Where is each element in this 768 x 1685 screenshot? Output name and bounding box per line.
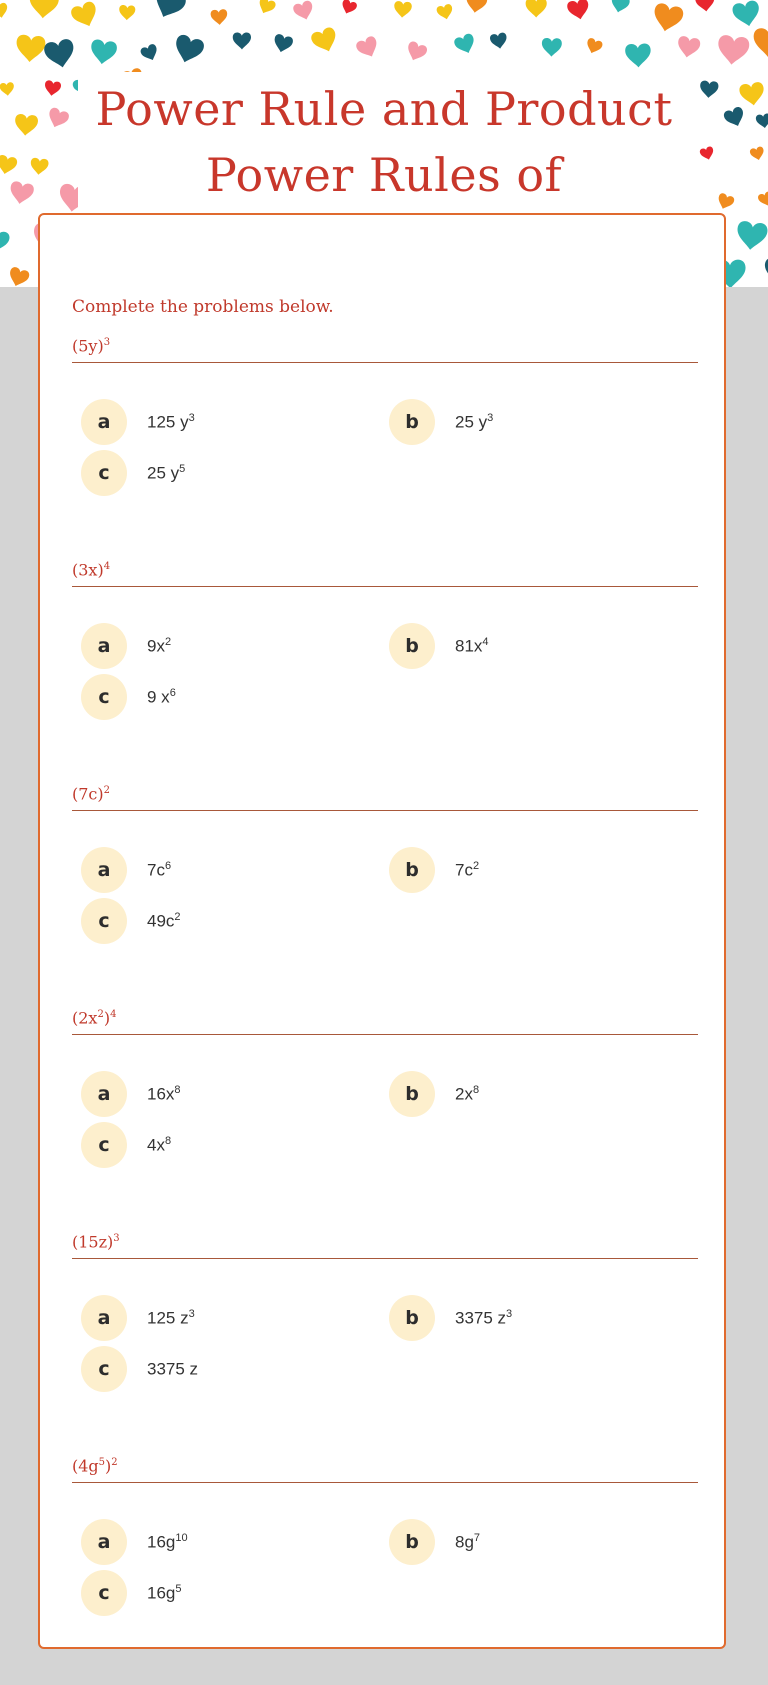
heart-icon [45,106,70,130]
title-line-2: Power Rules of [205,148,563,202]
option-answer: 125 $z^3$ [147,1308,195,1328]
heart-icon [393,1,412,19]
heart-icon [676,35,701,59]
heart-icon [695,0,716,13]
option-a[interactable] [81,1295,361,1341]
option-a[interactable] [81,1519,361,1565]
heart-icon [755,113,768,129]
heart-icon [30,158,49,176]
option-answer: 25 $y^3$ [455,412,494,432]
heart-icon [210,9,228,25]
option-letter-a: a [81,623,127,669]
heart-icon [292,0,316,22]
instructions-text: Complete the problems below. [72,297,334,317]
heart-icon [0,2,9,19]
question-divider [72,810,698,811]
option-answer: $81x^4$ [455,636,489,656]
heart-icon [584,37,603,56]
prompt-exponent: 2 [97,1009,104,1020]
prompt-base: (2x [72,1008,98,1028]
option-letter-b: b [389,399,435,445]
heart-icon [715,192,735,211]
prompt-exponent: 3 [113,1233,120,1244]
question-divider [72,1258,698,1259]
heart-icon [28,0,59,19]
heart-icon [89,39,118,66]
heart-icon [43,80,61,97]
question-prompt [72,781,110,804]
heart-icon [355,35,382,61]
option-letter-a: a [81,399,127,445]
prompt-base: (15z) [72,1232,114,1252]
prompt-exponent: 4 [103,561,111,572]
question-divider [72,1034,698,1035]
option-answer: 125 $y^3$ [147,412,195,432]
option-c[interactable] [81,450,361,496]
heart-icon [699,80,718,98]
option-b[interactable] [389,399,669,445]
heart-icon [310,26,341,56]
question-prompt [72,1229,120,1252]
option-answer: $7c^2$ [455,860,480,880]
worksheet-card [38,213,726,1649]
heart-icon [272,33,294,54]
heart-icon [43,38,77,71]
question-divider [72,586,698,587]
option-letter-c: c [81,450,127,496]
option-letter-b: b [389,1071,435,1117]
option-letter-c: c [81,898,127,944]
option-b[interactable] [389,847,669,893]
option-letter-c: c [81,1570,127,1616]
option-a[interactable] [81,847,361,893]
option-letter-a: a [81,1295,127,1341]
prompt-outer-exponent: 2 [111,1457,118,1468]
option-answer: $9x^2$ [147,636,172,656]
prompt-base: (3x) [72,560,104,580]
heart-icon [139,43,160,63]
option-letter-c: c [81,674,127,720]
question-prompt [72,333,110,356]
heart-icon [749,146,765,162]
prompt-exponent: 2 [103,785,110,796]
heart-icon [731,0,762,29]
heart-icon [6,266,30,287]
option-a[interactable] [81,399,361,445]
heart-icon [699,146,715,162]
heart-icon [0,82,15,97]
option-answer: $16g^{10}$ [147,1532,188,1552]
option-c[interactable] [81,674,361,720]
option-b[interactable] [389,623,669,669]
heart-icon [526,0,547,18]
heart-icon [757,191,768,208]
option-answer: 3375 z [147,1359,199,1379]
heart-icon [14,113,39,136]
option-c[interactable] [81,1346,361,1392]
heart-icon [233,32,251,49]
heart-icon [735,220,768,251]
option-a[interactable] [81,1071,361,1117]
heart-icon [436,3,455,21]
option-letter-b: b [389,623,435,669]
question-divider [72,1482,698,1483]
title-line-1: Power Rule and Product [95,82,673,136]
option-letter-b: b [389,1295,435,1341]
option-letter-a: a [81,847,127,893]
prompt-exponent: 3 [103,337,111,348]
heart-icon [489,32,508,50]
option-letter-b: b [389,1519,435,1565]
heart-icon [404,40,428,64]
prompt-tail: ) [105,1456,112,1476]
heart-icon [256,0,277,17]
heart-icon [723,106,748,130]
heart-icon [566,0,591,21]
heart-icon [762,257,768,285]
option-answer: $7c^6$ [147,860,172,880]
option-answer: $49c^2$ [147,911,181,931]
heart-icon [171,33,206,66]
heart-icon [69,0,101,31]
option-b[interactable] [389,1295,669,1341]
option-letter-a: a [81,1071,127,1117]
option-answer: 25 $y^5$ [147,463,186,483]
question-prompt [72,1005,116,1028]
heart-icon [465,0,488,14]
heart-icon [753,28,768,58]
option-c[interactable] [81,898,361,944]
prompt-base: (4g [72,1456,99,1476]
question-divider [72,362,698,363]
prompt-exponent: 5 [98,1457,106,1468]
heart-icon [0,228,11,254]
option-c[interactable] [81,1122,361,1168]
heart-icon [651,2,685,34]
heart-icon [541,38,562,57]
heart-icon [149,0,188,23]
option-answer: 3375 $z^3$ [455,1308,513,1328]
option-letter-c: c [81,1122,127,1168]
question-prompt [72,557,110,580]
heart-icon [739,81,766,107]
heart-icon [609,0,630,14]
prompt-base: (7c) [72,784,104,804]
heart-icon [625,43,651,68]
question-prompt [72,1453,118,1476]
prompt-base: (5y) [72,336,104,356]
option-c[interactable] [81,1570,361,1616]
prompt-outer-exponent: 4 [110,1009,117,1020]
option-answer: $16x^8$ [147,1084,181,1104]
option-letter-b: b [389,847,435,893]
option-answer: $16g^5$ [147,1583,182,1603]
heart-icon [119,5,136,21]
heart-icon [339,0,358,16]
option-answer: $2x^8$ [455,1084,480,1104]
option-answer: 9 $x^6$ [147,687,176,707]
option-b[interactable] [389,1519,669,1565]
option-a[interactable] [81,623,361,669]
heart-icon [716,34,750,66]
option-letter-a: a [81,1519,127,1565]
option-answer: $8g^7$ [455,1532,481,1552]
heart-icon [0,154,18,176]
heart-icon [15,34,46,63]
heart-icon [453,32,478,56]
option-answer: $4x^8$ [147,1135,172,1155]
heart-icon [8,181,35,206]
prompt-tail: ) [103,1008,111,1028]
option-letter-c: c [81,1346,127,1392]
option-b[interactable] [389,1071,669,1117]
